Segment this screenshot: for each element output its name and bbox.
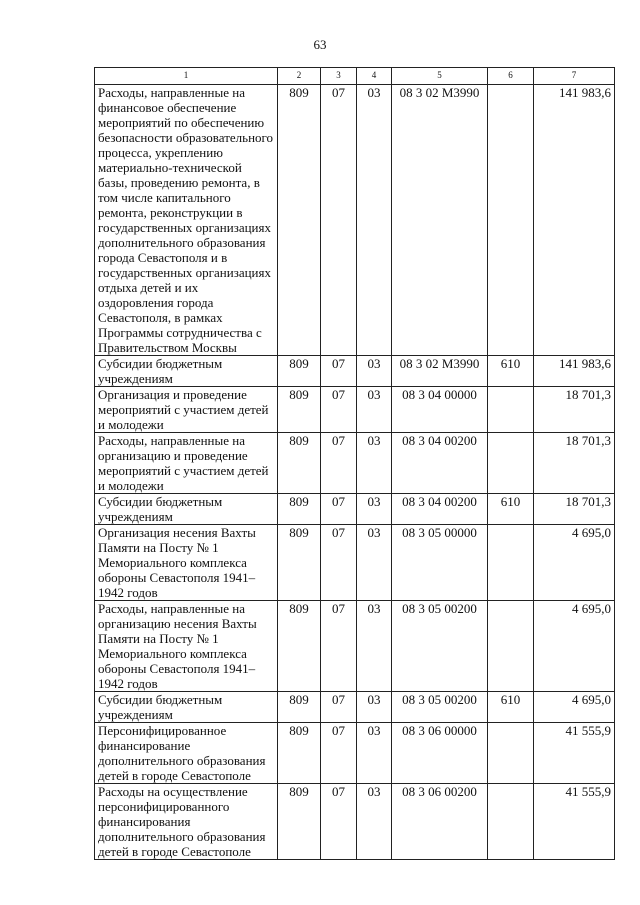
row-ved: 809 xyxy=(278,387,321,433)
table-row xyxy=(95,601,615,692)
row-vr xyxy=(488,525,534,601)
row-sum: 141 983,6 xyxy=(534,356,615,387)
row-name: Организация несения Вахты Памяти на Посту № 1 Мемориального комплекса обороны Севастополя 1941–1942 годов xyxy=(95,525,278,601)
row-vr xyxy=(488,387,534,433)
row-vr: 610 xyxy=(488,494,534,525)
row-rz: 07 xyxy=(321,494,357,525)
row-name: Расходы, направленные на организацию несения Вахты Памяти на Посту № 1 Мемориального комплекса обороны Севастополя 1941–1942 годов xyxy=(95,601,278,692)
row-sum: 18 701,3 xyxy=(534,433,615,494)
row-csr: 08 3 04 00200 xyxy=(392,433,488,494)
row-rz: 07 xyxy=(321,387,357,433)
table-row xyxy=(95,494,615,525)
row-name: Расходы на осуществление персонифицированного финансирования дополнительного образования детей в городе Севастополе xyxy=(95,784,278,860)
row-vr xyxy=(488,723,534,784)
header-col-6: 6 xyxy=(488,68,534,85)
row-name: Субсидии бюджетным учреждениям xyxy=(95,494,278,525)
row-rz: 07 xyxy=(321,784,357,860)
table-row xyxy=(95,356,615,387)
row-rz: 07 xyxy=(321,601,357,692)
row-vr xyxy=(488,601,534,692)
row-ved: 809 xyxy=(278,601,321,692)
row-ved: 809 xyxy=(278,356,321,387)
row-name: Организация и проведение мероприятий с участием детей и молодежи xyxy=(95,387,278,433)
header-col-2: 2 xyxy=(278,68,321,85)
row-vr xyxy=(488,784,534,860)
header-col-1: 1 xyxy=(95,68,278,85)
row-csr: 08 3 06 00000 xyxy=(392,723,488,784)
row-rz: 07 xyxy=(321,85,357,356)
row-sum: 18 701,3 xyxy=(534,494,615,525)
row-ved: 809 xyxy=(278,784,321,860)
row-sum: 4 695,0 xyxy=(534,525,615,601)
row-ved: 809 xyxy=(278,433,321,494)
row-vr xyxy=(488,85,534,356)
row-vr xyxy=(488,433,534,494)
row-rz: 07 xyxy=(321,525,357,601)
row-name: Расходы, направленные на финансовое обеспечение мероприятий по обеспечению безопасности образовательного процесса, укреплению материально-технической базы, проведению ремонта, в том числе капитального ремонта, реконструкции в государственных организациях дополнительного образования города Севастополя и в государственных организациях отдыха детей и их оздоровления города Севастополя, в рамках Программы сотрудничества с Правительством Москвы xyxy=(95,85,278,356)
row-name: Субсидии бюджетным учреждениям xyxy=(95,692,278,723)
row-pr: 03 xyxy=(357,784,392,860)
row-name: Персонифицированное финансирование дополнительного образования детей в городе Севастополе xyxy=(95,723,278,784)
row-rz: 07 xyxy=(321,723,357,784)
row-csr: 08 3 02 М3990 xyxy=(392,85,488,356)
table-row xyxy=(95,692,615,723)
row-name: Расходы, направленные на организацию и проведение мероприятий с участием детей и молодежи xyxy=(95,433,278,494)
budget-table xyxy=(94,67,615,860)
row-csr: 08 3 04 00200 xyxy=(392,494,488,525)
row-ved: 809 xyxy=(278,525,321,601)
header-col-5: 5 xyxy=(392,68,488,85)
row-vr: 610 xyxy=(488,356,534,387)
table-row xyxy=(95,525,615,601)
row-ved: 809 xyxy=(278,494,321,525)
header-col-4: 4 xyxy=(357,68,392,85)
row-csr: 08 3 05 00200 xyxy=(392,601,488,692)
table-row xyxy=(95,784,615,860)
row-sum: 41 555,9 xyxy=(534,784,615,860)
row-pr: 03 xyxy=(357,494,392,525)
table-row xyxy=(95,723,615,784)
row-ved: 809 xyxy=(278,85,321,356)
row-sum: 41 555,9 xyxy=(534,723,615,784)
header-col-3: 3 xyxy=(321,68,357,85)
row-sum: 4 695,0 xyxy=(534,692,615,723)
table-row xyxy=(95,85,615,356)
row-rz: 07 xyxy=(321,433,357,494)
row-name: Субсидии бюджетным учреждениям xyxy=(95,356,278,387)
row-csr: 08 3 04 00000 xyxy=(392,387,488,433)
table-row xyxy=(95,387,615,433)
row-ved: 809 xyxy=(278,692,321,723)
row-pr: 03 xyxy=(357,387,392,433)
page-number: 63 xyxy=(313,37,327,52)
row-csr: 08 3 05 00200 xyxy=(392,692,488,723)
row-pr: 03 xyxy=(357,85,392,356)
row-pr: 03 xyxy=(357,723,392,784)
row-pr: 03 xyxy=(357,601,392,692)
table-row xyxy=(95,433,615,494)
row-pr: 03 xyxy=(357,525,392,601)
row-pr: 03 xyxy=(357,433,392,494)
row-pr: 03 xyxy=(357,356,392,387)
row-pr: 03 xyxy=(357,692,392,723)
row-csr: 08 3 06 00200 xyxy=(392,784,488,860)
row-sum: 18 701,3 xyxy=(534,387,615,433)
row-rz: 07 xyxy=(321,356,357,387)
row-rz: 07 xyxy=(321,692,357,723)
row-sum: 4 695,0 xyxy=(534,601,615,692)
row-sum: 141 983,6 xyxy=(534,85,615,356)
header-col-7: 7 xyxy=(534,68,615,85)
row-csr: 08 3 02 М3990 xyxy=(392,356,488,387)
row-ved: 809 xyxy=(278,723,321,784)
row-vr: 610 xyxy=(488,692,534,723)
row-csr: 08 3 05 00000 xyxy=(392,525,488,601)
table-header-row xyxy=(95,68,615,85)
